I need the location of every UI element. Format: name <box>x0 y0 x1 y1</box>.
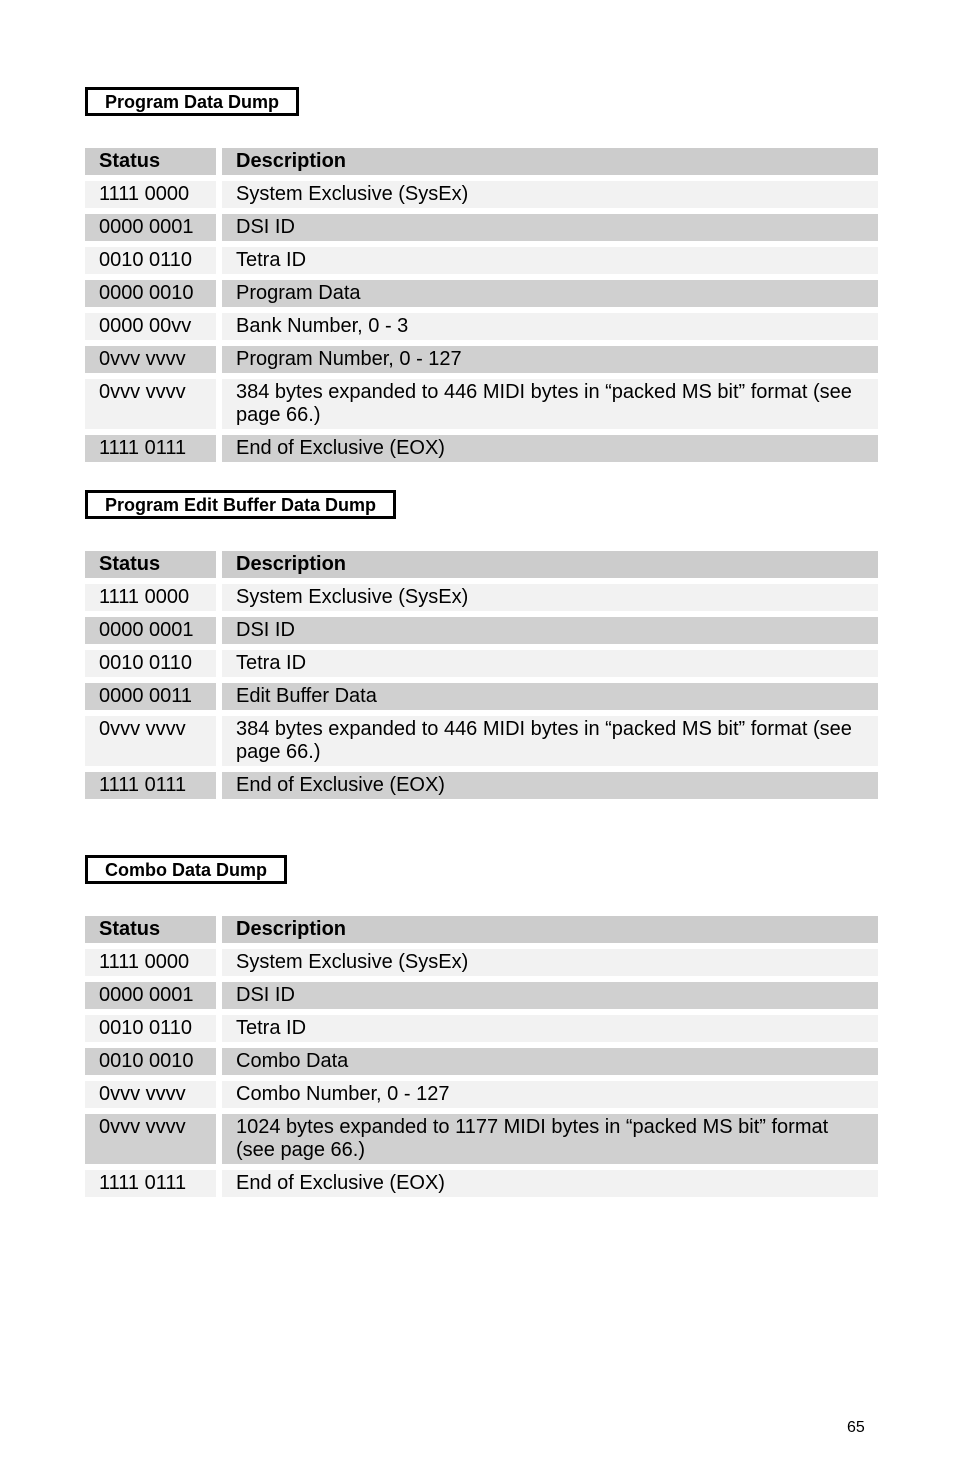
status-cell: 1111 0000 <box>85 181 216 209</box>
description-cell: System Exclusive (SysEx) <box>222 584 878 612</box>
description-cell: Tetra ID <box>222 247 878 275</box>
header-status: Status <box>85 148 216 176</box>
table-row <box>85 435 878 463</box>
table-row <box>85 181 878 209</box>
table-row <box>85 716 878 767</box>
table-row <box>85 1081 878 1109</box>
status-cell: 1111 0111 <box>85 435 216 463</box>
table-header-row <box>85 148 878 176</box>
table-row <box>85 650 878 678</box>
table-row <box>85 280 878 308</box>
header-status: Status <box>85 916 216 944</box>
table-header-row <box>85 916 878 944</box>
status-cell: 1111 0000 <box>85 949 216 977</box>
header-description: Description <box>222 916 878 944</box>
status-cell: 0vvv vvvv <box>85 346 216 374</box>
description-cell: End of Exclusive (EOX) <box>222 435 878 463</box>
description-cell: DSI ID <box>222 982 878 1010</box>
status-cell: 0000 0001 <box>85 617 216 645</box>
description-cell: 384 bytes expanded to 446 MIDI bytes in “packed MS bit” format (see page 66.) <box>222 379 878 430</box>
table-row <box>85 346 878 374</box>
description-cell: System Exclusive (SysEx) <box>222 949 878 977</box>
sysex-table <box>85 911 878 1203</box>
table-row <box>85 949 878 977</box>
header-description: Description <box>222 148 878 176</box>
status-cell: 0000 0001 <box>85 982 216 1010</box>
description-cell: Combo Data <box>222 1048 878 1076</box>
description-cell: DSI ID <box>222 214 878 242</box>
description-cell: Edit Buffer Data <box>222 683 878 711</box>
description-cell: Tetra ID <box>222 1015 878 1043</box>
description-cell: 384 bytes expanded to 446 MIDI bytes in “packed MS bit” format (see page 66.) <box>222 716 878 767</box>
status-cell: 0010 0110 <box>85 247 216 275</box>
status-cell: 0010 0110 <box>85 1015 216 1043</box>
table-row <box>85 313 878 341</box>
status-cell: 0010 0010 <box>85 1048 216 1076</box>
sysex-table <box>85 143 878 468</box>
status-cell: 0010 0110 <box>85 650 216 678</box>
status-cell: 1111 0111 <box>85 1170 216 1198</box>
table-row <box>85 982 878 1010</box>
table-row <box>85 379 878 430</box>
table-row <box>85 1114 878 1165</box>
status-cell: 0000 0001 <box>85 214 216 242</box>
section-title: Program Edit Buffer Data Dump <box>85 490 396 519</box>
description-cell: System Exclusive (SysEx) <box>222 181 878 209</box>
table-row <box>85 1048 878 1076</box>
status-cell: 0vvv vvvv <box>85 1081 216 1109</box>
status-cell: 0vvv vvvv <box>85 379 216 430</box>
description-cell: Bank Number, 0 - 3 <box>222 313 878 341</box>
status-cell: 0000 0010 <box>85 280 216 308</box>
description-cell: 1024 bytes expanded to 1177 MIDI bytes in “packed MS bit” format (see page 66.) <box>222 1114 878 1165</box>
table-row <box>85 683 878 711</box>
description-cell: Program Number, 0 - 127 <box>222 346 878 374</box>
header-description: Description <box>222 551 878 579</box>
section-program-edit-buffer-data-dump <box>85 490 878 805</box>
section-combo-data-dump <box>85 855 878 1203</box>
section-program-data-dump <box>85 87 878 468</box>
table-row <box>85 247 878 275</box>
status-cell: 1111 0000 <box>85 584 216 612</box>
status-cell: 0vvv vvvv <box>85 1114 216 1165</box>
section-title: Program Data Dump <box>85 87 299 116</box>
table-row <box>85 1015 878 1043</box>
table-row <box>85 617 878 645</box>
status-cell: 0000 0011 <box>85 683 216 711</box>
section-title: Combo Data Dump <box>85 855 287 884</box>
table-header-row <box>85 551 878 579</box>
sysex-table <box>85 546 878 805</box>
header-status: Status <box>85 551 216 579</box>
status-cell: 1111 0111 <box>85 772 216 800</box>
description-cell: Program Data <box>222 280 878 308</box>
description-cell: Combo Number, 0 - 127 <box>222 1081 878 1109</box>
description-cell: DSI ID <box>222 617 878 645</box>
description-cell: Tetra ID <box>222 650 878 678</box>
description-cell: End of Exclusive (EOX) <box>222 1170 878 1198</box>
page-number: 65 <box>847 1419 865 1436</box>
description-cell: End of Exclusive (EOX) <box>222 772 878 800</box>
status-cell: 0vvv vvvv <box>85 716 216 767</box>
status-cell: 0000 00vv <box>85 313 216 341</box>
table-row <box>85 214 878 242</box>
table-row <box>85 1170 878 1198</box>
table-row <box>85 584 878 612</box>
table-row <box>85 772 878 800</box>
